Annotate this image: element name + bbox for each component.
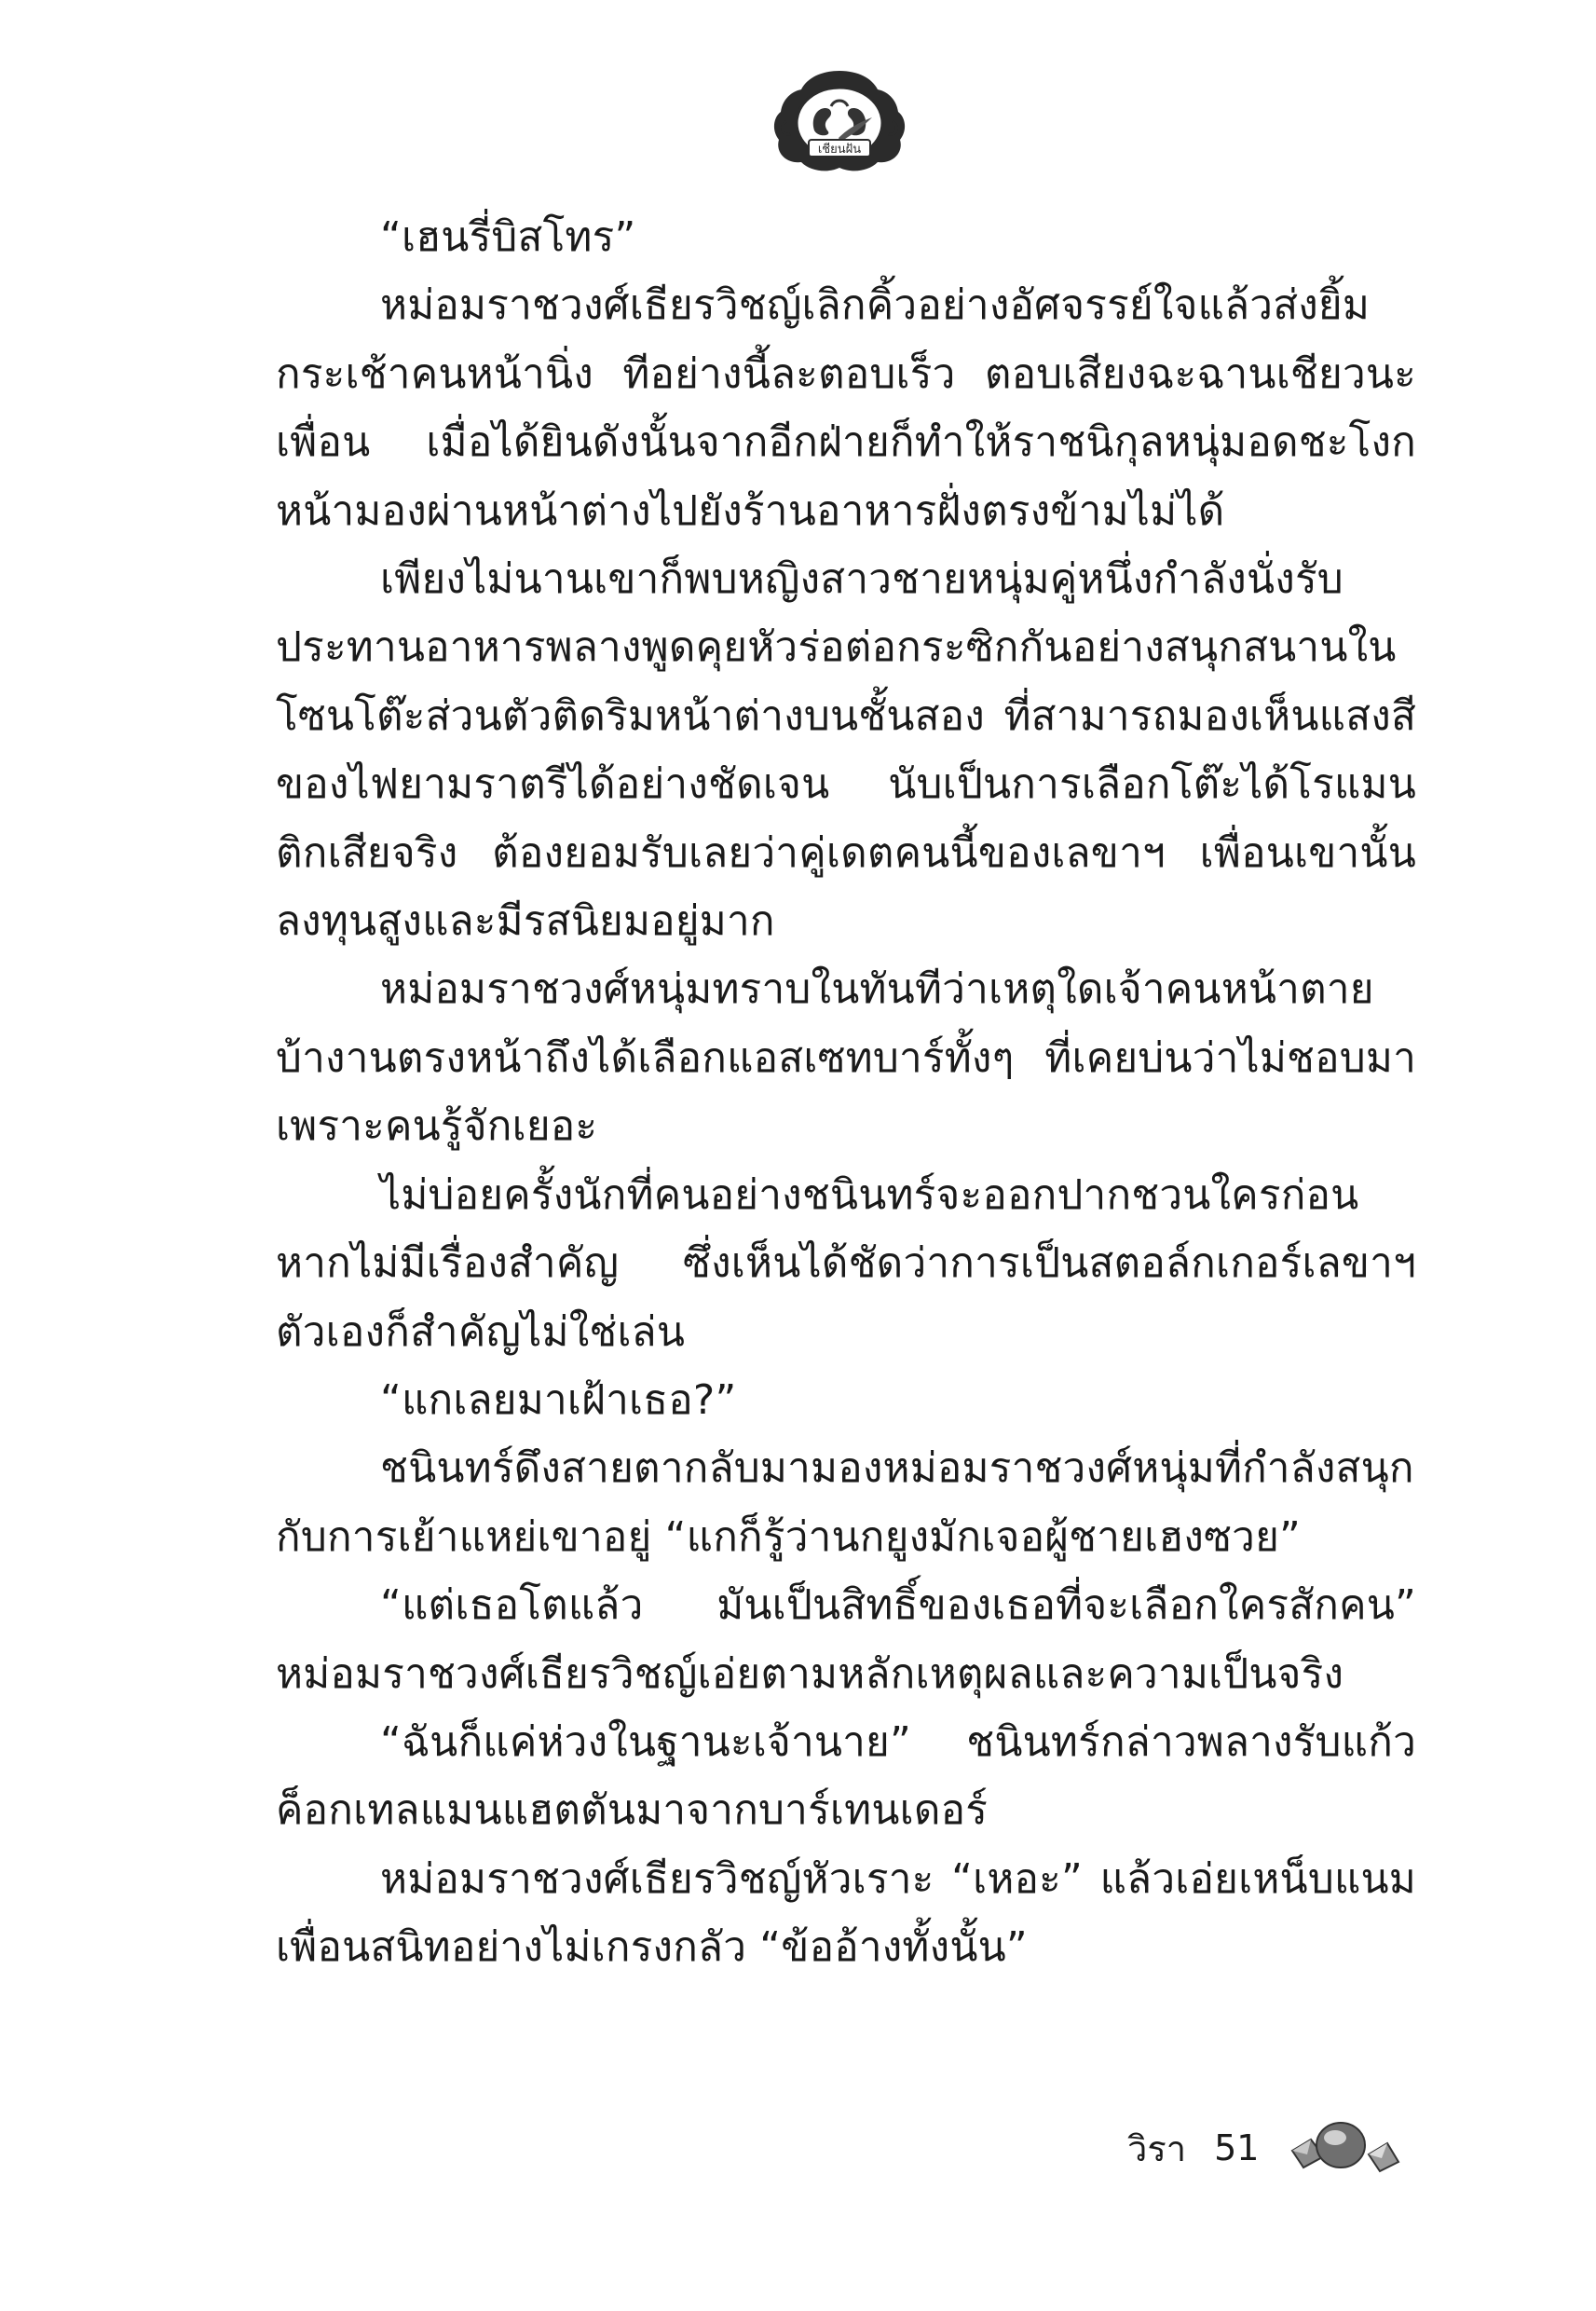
paragraph: “แกเลยมาเฝ้าเธอ?” — [380, 1375, 737, 1424]
header-crest-icon — [770, 65, 909, 175]
paragraph: เพียงไม่นานเขาก็พบหญิงสาวชายหนุ่มคู่หนึ่งกำลังนั่งรับประทานอาหารพลางพูดคุยหัวร่อต่อกระซิกกันอย่างสนุกสนานในโซนโต๊ะส่วนตัวติดริมหน้าต่างบนชั้นสอง ที่สามารถมองเห็นแสงสีของไฟยามราตรีได้อย่างชัดเจน นับเป็นการเลือกโต๊ะได้โรแมนติกเสียจริง ต้องยอมรับเลยว่าคู่เดตคนนี้ของเลขาฯ เพื่อนเขานั้นลงทุนสูงและมีรสนิยมอยู่มาก — [276, 555, 1416, 946]
paragraph: “เฮนรี่บิสโทร” — [380, 213, 636, 261]
paragraph: ไม่บ่อยครั้งนักที่คนอย่างชนินทร์จะออกปากชวนใครก่อนหากไม่มีเรื่องสำคัญ ซึ่งเห็นได้ชัดว่าการเป็นสตอล์กเกอร์เลขาฯ ตัวเองก็สำคัญไม่ใช่เล่น — [276, 1170, 1416, 1356]
running-title: วิรา — [1127, 2127, 1187, 2169]
paragraph: หม่อมราชวงศ์เธียรวิชญ์หัวเราะ “เหอะ” แล้วเอ่ยเหน็บแนมเพื่อนสนิทอย่างไม่เกรงกลัว “ข้ออ้างทั้งนั้น” — [276, 1854, 1416, 1972]
page-number: 51 — [1214, 2127, 1260, 2168]
paragraph: “แต่เธอโตแล้ว มันเป็นสิทธิ์ของเธอที่จะเลือกใครสักคน” หม่อมราชวงศ์เธียรวิชญ์เอ่ยตามหลักเหตุผลและความเป็นจริง — [276, 1581, 1416, 1698]
paragraph: หม่อมราชวงศ์เธียรวิชญ์เลิกคิ้วอย่างอัศจรรย์ใจแล้วส่งยิ้มกระเช้าคนหน้านิ่ง ทีอย่างนี้ละตอบเร็ว ตอบเสียงฉะฉานเชียวนะเพื่อน เมื่อได้ยินดังนั้นจากอีกฝ่ายก็ทำให้ราชนิกุลหนุ่มอดชะโงกหน้ามองผ่านหน้าต่างไปยังร้านอาหารฝั่งตรงข้ามไม่ได้ — [276, 281, 1416, 535]
crest-text: เชียนฝัน — [817, 143, 862, 157]
gems-icon — [1283, 2113, 1404, 2182]
paragraph: หม่อมราชวงศ์หนุ่มทราบในทันทีว่าเหตุใดเจ้าคนหน้าตายบ้างานตรงหน้าถึงได้เลือกแอสเซทบาร์ทั้งๆ ที่เคยบ่นว่าไม่ชอบมาเพราะคนรู้จักเยอะ — [276, 965, 1416, 1151]
page-footer — [1127, 2120, 1404, 2176]
page-body — [276, 203, 1416, 1982]
paragraph: “ฉันก็แค่ห่วงในฐานะเจ้านาย” ชนินทร์กล่าวพลางรับแก้วค็อกเทลแมนแฮตตันมาจากบาร์เทนเดอร์ — [276, 1717, 1416, 1835]
paragraph: ชนินทร์ดึงสายตากลับมามองหม่อมราชวงศ์หนุ่มที่กำลังสนุกกับการเย้าแหย่เขาอยู่ “แกก็รู้ว่านกยูงมักเจอผู้ชายเฮงซวย” — [276, 1444, 1414, 1561]
